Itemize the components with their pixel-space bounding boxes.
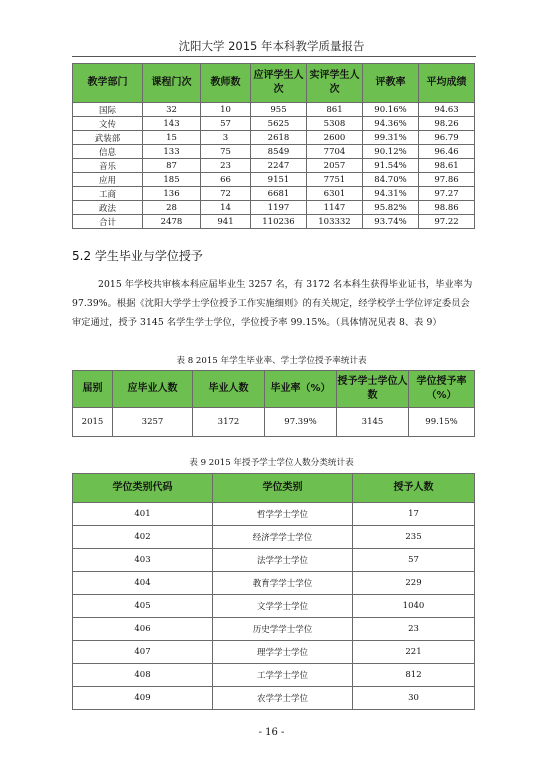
- table-cell: 2600: [307, 131, 363, 145]
- table-cell: 941: [201, 215, 251, 229]
- table-cell: 409: [73, 687, 213, 710]
- table-row: [73, 131, 475, 145]
- table-cell: 93.74%: [363, 215, 419, 229]
- table-cell: 94.63: [419, 103, 475, 117]
- table-row: [73, 145, 475, 159]
- table-cell: 2478: [143, 215, 201, 229]
- table-header-row: [73, 371, 475, 408]
- column-header: 实评学生人次: [307, 64, 363, 103]
- table-row: [73, 201, 475, 215]
- table-cell: 98.86: [419, 201, 475, 215]
- column-header: 届别: [73, 371, 113, 408]
- table-row: [73, 618, 475, 641]
- table-cell: 66: [201, 173, 251, 187]
- table-cell: 哲学学士学位: [213, 503, 353, 526]
- table-cell: 136: [143, 187, 201, 201]
- table-cell: 143: [143, 117, 201, 131]
- column-header: 评教率: [363, 64, 419, 103]
- section-heading: 5.2 学生毕业与学位授予: [72, 249, 203, 263]
- table-cell: 3145: [337, 408, 409, 437]
- table-cell: 133: [143, 145, 201, 159]
- table-cell: 教育学学士学位: [213, 572, 353, 595]
- table-cell: 229: [353, 572, 475, 595]
- table-row: [73, 572, 475, 595]
- table-cell: 工商: [73, 187, 143, 201]
- table-row: [73, 526, 475, 549]
- column-header: 教学部门: [73, 64, 143, 103]
- table-cell: 14: [201, 201, 251, 215]
- table-cell: 经济学学士学位: [213, 526, 353, 549]
- table-cell: 405: [73, 595, 213, 618]
- column-header: 应评学生人次: [251, 64, 307, 103]
- table-cell: 17: [353, 503, 475, 526]
- table-cell: 812: [353, 664, 475, 687]
- table-cell: 30: [353, 687, 475, 710]
- table8-caption: 表 8 2015 年学生毕业率、学士学位授予率统计表: [176, 356, 367, 366]
- table-row: [73, 664, 475, 687]
- table-cell: 武装部: [73, 131, 143, 145]
- table-cell: 7704: [307, 145, 363, 159]
- table-cell: 23: [353, 618, 475, 641]
- table-cell: 103332: [307, 215, 363, 229]
- table-cell: 3172: [193, 408, 265, 437]
- table-cell: 9151: [251, 173, 307, 187]
- table-cell: 文学学士学位: [213, 595, 353, 618]
- teaching-evaluation-table: [72, 63, 475, 229]
- table-row: [73, 408, 475, 437]
- page-header-title: 沈阳大学 2015 年本科教学质量报告: [178, 39, 365, 53]
- table-cell: 97.27: [419, 187, 475, 201]
- table-cell: 8549: [251, 145, 307, 159]
- table-header-row: [73, 474, 475, 503]
- table-row: [73, 173, 475, 187]
- section-paragraph: 2015 年学校共审核本科应届毕业生 3257 名，有 3172 名本科生获得毕业证书，毕业率为 97.39%。根据《沈阳大学学士学位授予工作实施细则》的有关规定，经学校学士学位评定委员会审定通过，授予 3145 名学生学士学位，学位授予率 99.15%。（具体情况见表 8、表 9）: [72, 279, 473, 328]
- table-cell: 90.12%: [363, 145, 419, 159]
- table-cell: 90.16%: [363, 103, 419, 117]
- table-cell: 理学学士学位: [213, 641, 353, 664]
- table-cell: 98.26: [419, 117, 475, 131]
- graduation-rate-table: [72, 370, 475, 437]
- table-cell: 2015: [73, 408, 113, 437]
- column-header: 学位授予率（%）: [409, 371, 475, 408]
- table-row: [73, 187, 475, 201]
- column-header: 平均成绩: [419, 64, 475, 103]
- table-cell: 96.46: [419, 145, 475, 159]
- table-cell: 5308: [307, 117, 363, 131]
- table-cell: 6301: [307, 187, 363, 201]
- table-cell: 99.31%: [363, 131, 419, 145]
- table-cell: 235: [353, 526, 475, 549]
- table-cell: 91.54%: [363, 159, 419, 173]
- table-cell: 75: [201, 145, 251, 159]
- table-row: [73, 549, 475, 572]
- table-cell: 3257: [113, 408, 193, 437]
- table-cell: 32: [143, 103, 201, 117]
- table-cell: 96.79: [419, 131, 475, 145]
- table-cell: 98.61: [419, 159, 475, 173]
- table-cell: 72: [201, 187, 251, 201]
- table-cell: 历史学学士学位: [213, 618, 353, 641]
- table-cell: 97.39%: [265, 408, 337, 437]
- table-cell: 84.70%: [363, 173, 419, 187]
- table-cell: 10: [201, 103, 251, 117]
- table-cell: 28: [143, 201, 201, 215]
- table-cell: 407: [73, 641, 213, 664]
- column-header: 授予学士学位人数: [337, 371, 409, 408]
- table-cell: 5625: [251, 117, 307, 131]
- table-cell: 404: [73, 572, 213, 595]
- table-cell: 94.31%: [363, 187, 419, 201]
- table-cell: 403: [73, 549, 213, 572]
- degree-category-table: [72, 473, 475, 710]
- table-cell: 音乐: [73, 159, 143, 173]
- table-cell: 2247: [251, 159, 307, 173]
- column-header: 学位类别: [213, 474, 353, 503]
- table-cell: 6681: [251, 187, 307, 201]
- table-cell: 110236: [251, 215, 307, 229]
- table-cell: 221: [353, 641, 475, 664]
- table-cell: 应用: [73, 173, 143, 187]
- table-cell: 95.82%: [363, 201, 419, 215]
- table-cell: 94.36%: [363, 117, 419, 131]
- table-cell: 农学学士学位: [213, 687, 353, 710]
- table-cell: 信息: [73, 145, 143, 159]
- column-header: 教师数: [201, 64, 251, 103]
- page-number: - 16 -: [258, 727, 285, 738]
- column-header: 毕业人数: [193, 371, 265, 408]
- table-cell: 406: [73, 618, 213, 641]
- table-row: [73, 687, 475, 710]
- table-row: [73, 103, 475, 117]
- column-header: 授予人数: [353, 474, 475, 503]
- table-cell: 97.86: [419, 173, 475, 187]
- table-cell: 87: [143, 159, 201, 173]
- column-header: 毕业率（%）: [265, 371, 337, 408]
- table-cell: 1197: [251, 201, 307, 215]
- table-cell: 国际: [73, 103, 143, 117]
- table-cell: 法学学士学位: [213, 549, 353, 572]
- table-cell: 408: [73, 664, 213, 687]
- column-header: 应毕业人数: [113, 371, 193, 408]
- table-cell: 99.15%: [409, 408, 475, 437]
- table-header-row: [73, 64, 475, 103]
- table-cell: 合计: [73, 215, 143, 229]
- table-row: [73, 215, 475, 229]
- table-cell: 97.22: [419, 215, 475, 229]
- table-cell: 57: [201, 117, 251, 131]
- table-cell: 15: [143, 131, 201, 145]
- table-row: [73, 159, 475, 173]
- table-cell: 1040: [353, 595, 475, 618]
- table-cell: 955: [251, 103, 307, 117]
- table-cell: 185: [143, 173, 201, 187]
- table-cell: 2057: [307, 159, 363, 173]
- table-cell: 861: [307, 103, 363, 117]
- column-header: 学位类别代码: [73, 474, 213, 503]
- table-cell: 工学学士学位: [213, 664, 353, 687]
- table-cell: 402: [73, 526, 213, 549]
- column-header: 课程门次: [143, 64, 201, 103]
- table-row: [73, 641, 475, 664]
- table-cell: 文传: [73, 117, 143, 131]
- table-cell: 7751: [307, 173, 363, 187]
- table-cell: 401: [73, 503, 213, 526]
- table-row: [73, 595, 475, 618]
- table-cell: 57: [353, 549, 475, 572]
- table-cell: 2618: [251, 131, 307, 145]
- table-row: [73, 503, 475, 526]
- table9-caption: 表 9 2015 年授予学士学位人数分类统计表: [189, 458, 354, 468]
- table-cell: 1147: [307, 201, 363, 215]
- table-row: [73, 117, 475, 131]
- table-cell: 政法: [73, 201, 143, 215]
- header-divider: [72, 56, 476, 57]
- table-cell: 3: [201, 131, 251, 145]
- table-cell: 23: [201, 159, 251, 173]
